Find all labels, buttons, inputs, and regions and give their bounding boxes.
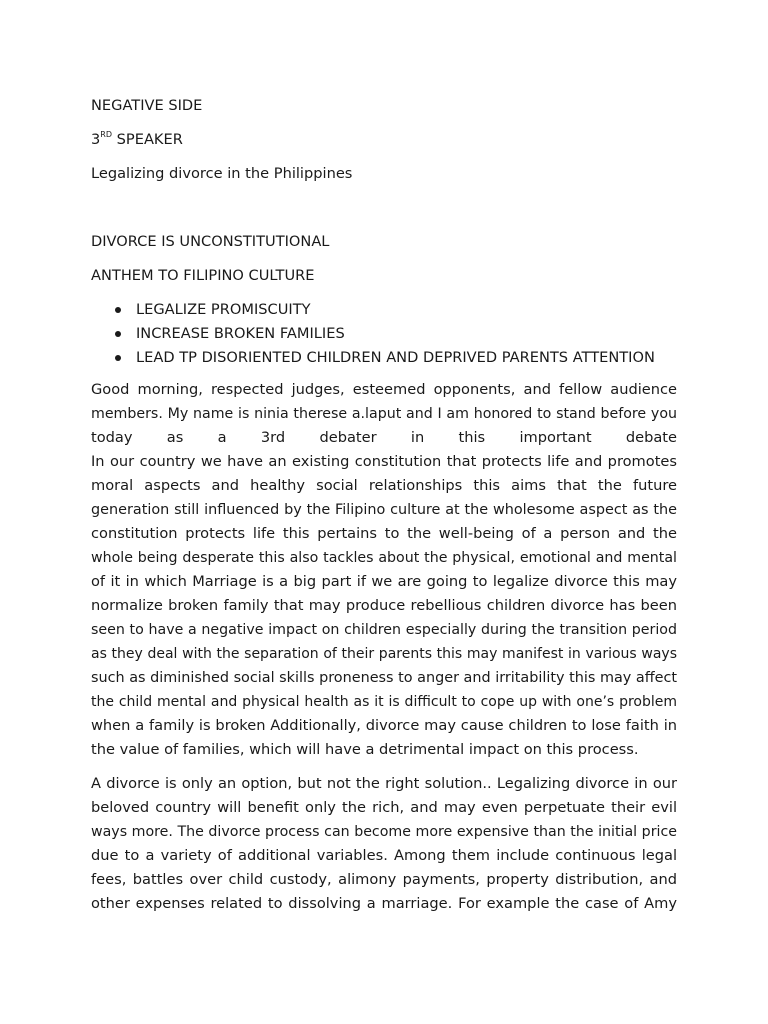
speaker-suffix: RD bbox=[100, 130, 113, 139]
paragraph-line: generation still influenced by the Filipino culture at the wholesome aspect as the bbox=[91, 502, 677, 518]
paragraph-introduction bbox=[91, 378, 677, 762]
speaker-number: 3 bbox=[91, 131, 101, 148]
paragraph-line: today as a 3rd debater in this important debate bbox=[91, 429, 677, 446]
paragraph-line: the value of families, which will have a detrimental impact on this process. bbox=[91, 741, 639, 758]
paragraph-line: moral aspects and healthy social relationships this aims that the future bbox=[91, 477, 677, 494]
topic-heading: Legalizing divorce in the Philippines bbox=[91, 165, 353, 182]
side-heading: NEGATIVE SIDE bbox=[91, 97, 203, 114]
bullet-item bbox=[91, 346, 677, 370]
paragraph-line: constitution protects life this pertains to the well-being of a person and the bbox=[91, 525, 677, 542]
bullet-dot-icon bbox=[115, 331, 121, 337]
paragraph-line: due to a variety of additional variables. Among them include continuous legal bbox=[91, 847, 677, 864]
paragraph-line: Good morning, respected judges, esteemed opponents, and fellow audience bbox=[91, 381, 677, 398]
main-argument: DIVORCE IS UNCONSTITUTIONAL bbox=[91, 233, 330, 250]
secondary-argument: ANTHEM TO FILIPINO CULTURE bbox=[91, 267, 315, 284]
paragraph-line: normalize broken family that may produce rebellious children divorce has been bbox=[91, 597, 677, 614]
bullet-text: LEGALIZE PROMISCUITY bbox=[136, 301, 311, 318]
bullet-item bbox=[91, 322, 677, 346]
speaker-heading bbox=[91, 128, 677, 152]
paragraph-line: whole being desperate this also tackles about the physical, emotional and mental bbox=[91, 550, 677, 566]
bullet-text: INCREASE BROKEN FAMILIES bbox=[136, 325, 345, 342]
paragraph-solution bbox=[91, 772, 677, 916]
paragraph-line: such as diminished social skills proneness to anger and irritability this may affect bbox=[91, 670, 678, 686]
paragraph-line: In our country we have an existing constitution that protects life and promotes bbox=[91, 453, 677, 470]
paragraph-line: seen to have a negative impact on children especially during the transition period bbox=[91, 622, 677, 638]
paragraph-line: A divorce is only an option, but not the right solution.. Legalizing divorce in our bbox=[91, 775, 677, 792]
paragraph-line: beloved country will benefit only the rich, and may even perpetuate their evil bbox=[91, 799, 677, 816]
paragraph-line: members. My name is ninia therese a.laput and I am honored to stand before you bbox=[91, 406, 677, 422]
bullet-item bbox=[91, 298, 677, 322]
paragraph-line: fees, battles over child custody, alimony payments, property distribution, and bbox=[91, 871, 677, 888]
argument-bullet-list bbox=[91, 298, 677, 370]
paragraph-line: as they deal with the separation of their parents this may manifest in various ways bbox=[91, 646, 677, 662]
paragraph-line: other expenses related to dissolving a marriage. For example the case of Amy bbox=[91, 895, 677, 912]
paragraph-line: ways more. The divorce process can become more expensive than the initial price bbox=[91, 824, 677, 840]
paragraph-line: when a family is broken Additionally, divorce may cause children to lose faith in bbox=[91, 717, 677, 734]
spacer bbox=[91, 196, 677, 230]
speaker-label: SPEAKER bbox=[112, 131, 183, 148]
paragraph-line: of it in which Marriage is a big part if we are going to legalize divorce this may bbox=[91, 573, 677, 590]
paragraph-line: the child mental and physical health as it is difficult to cope up with one’s problem bbox=[91, 694, 677, 710]
bullet-dot-icon bbox=[115, 355, 121, 361]
bullet-text: LEAD TP DISORIENTED CHILDREN AND DEPRIVED PARENTS ATTENTION bbox=[136, 349, 655, 366]
document-page bbox=[91, 94, 677, 926]
bullet-dot-icon bbox=[115, 307, 121, 313]
